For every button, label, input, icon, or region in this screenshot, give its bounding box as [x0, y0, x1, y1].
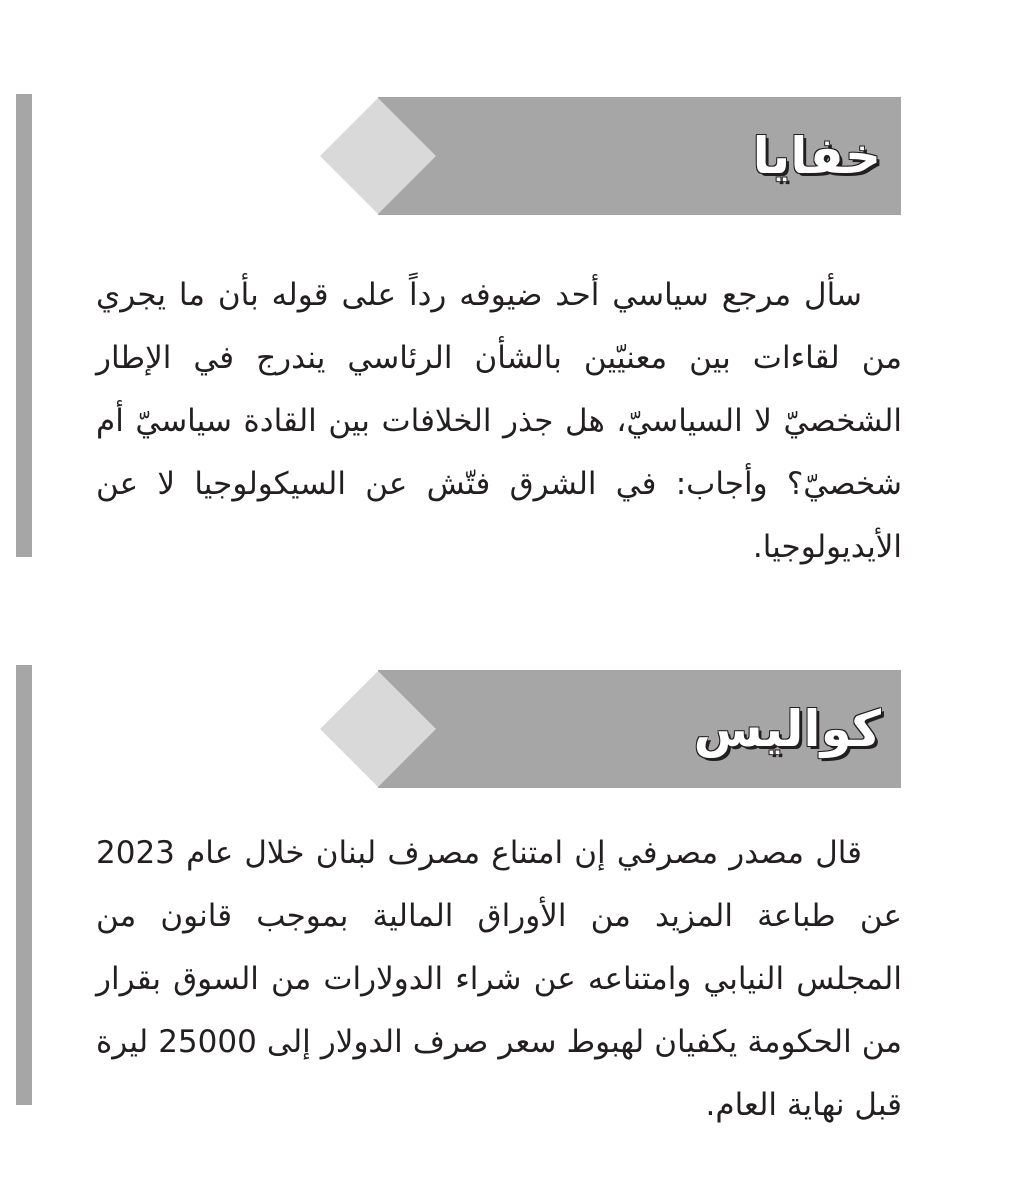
- section-title: كواليس: [693, 700, 881, 758]
- section-side-bar: [16, 665, 32, 1105]
- section-paragraph: سأل مرجع سياسي أحد ضيوفه رداً على قوله بأن ما يجري من لقاءات بين معنيّين بالشأن الرئاسي يندرج في الإطار الشخصيّ لا السياسيّ، هل جذر الخلافات بين القادة سياسيّ أم شخصيّ؟ وأجاب: في الشرق فتّش عن السيكولوجيا لا عن الأيديولوجيا.: [96, 277, 902, 565]
- section-title: خفايا: [752, 127, 881, 185]
- section-paragraph: قال مصدر مصرفي إن امتناع مصرف لبنان خلال عام 2023 عن طباعة المزيد من الأوراق المالية بموجب قانون من المجلس النيابي وامتناعه عن شراء الدولارات من السوق بقرار من الحكومة يكفيان لهبوط سعر صرف الدولار إلى 25000 ليرة قبل نهاية العام.: [96, 835, 902, 1123]
